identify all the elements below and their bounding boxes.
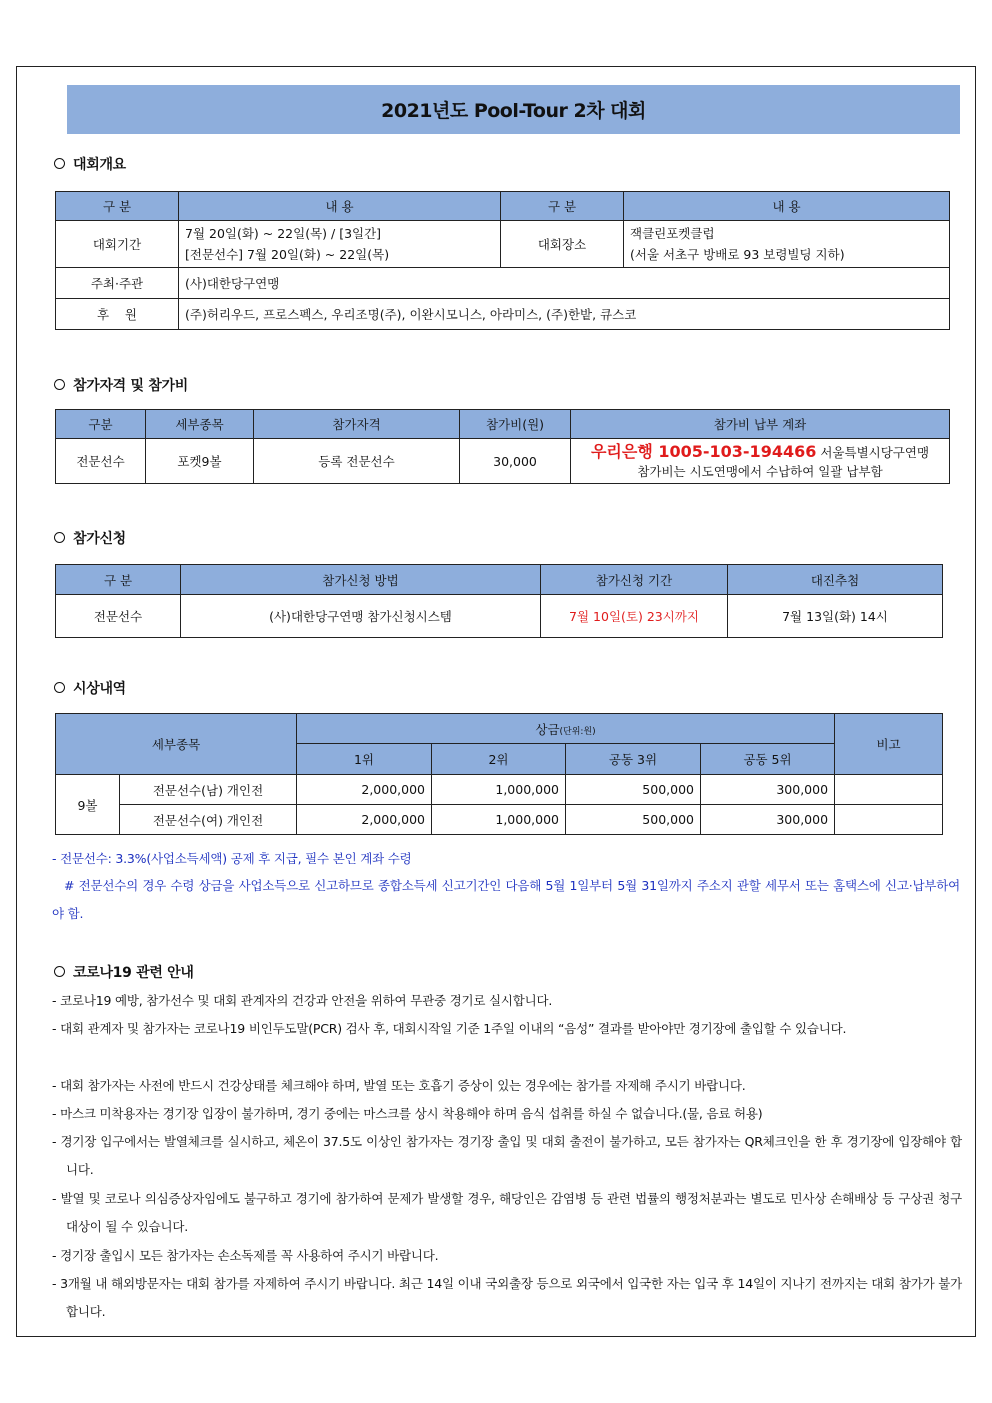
covid-notice-item: - 코로나19 예방, 참가선수 및 대회 관계자의 건강과 안전을 위하여 무관중 경기로 실시합니다. xyxy=(52,993,553,1008)
table-header: 참가자격 xyxy=(254,410,460,439)
table-header: 참가신청 방법 xyxy=(181,565,541,595)
prize-header xyxy=(297,714,835,744)
covid-notice-item: - 대회 관계자 및 참가자는 코로나19 비인두도말(PCR) 검사 후, 대회시작일 기준 1주일 이내의 “음성” 결과를 받아야만 경기장에 출입할 수 있습니다. xyxy=(52,1021,847,1036)
section-heading-text: 대회개요 xyxy=(73,157,126,173)
application-table xyxy=(55,564,943,638)
circle-bullet-icon xyxy=(54,682,65,693)
period-label: 대회기간 xyxy=(56,221,179,268)
prize-amount: 500,000 xyxy=(566,775,701,805)
document-title xyxy=(67,85,960,134)
table-header: 참가신청 기간 xyxy=(541,565,728,595)
prize-unit: (단위:원) xyxy=(559,726,596,737)
table-header: 참가비(원) xyxy=(460,410,571,439)
section-heading-covid xyxy=(54,962,194,982)
venue-value xyxy=(624,221,950,268)
payment-account xyxy=(571,439,950,484)
document-title-text: 2021년도 Pool-Tour 2차 대회 xyxy=(381,100,646,122)
section-heading-eligibility xyxy=(54,375,188,395)
rank-header: 공동 3위 xyxy=(566,744,701,775)
bank-account: 우리은행 1005-103-194466 xyxy=(590,441,817,461)
table-header: 세부종목 xyxy=(56,714,297,775)
venue-label: 대회장소 xyxy=(501,221,624,268)
circle-bullet-icon xyxy=(54,158,65,169)
table-header: 구 분 xyxy=(56,565,181,595)
overview-table xyxy=(55,191,950,330)
section-heading-overview xyxy=(54,154,126,174)
table-header: 내 용 xyxy=(624,192,950,221)
prize-amount: 2,000,000 xyxy=(297,805,432,835)
table-header: 구 분 xyxy=(56,192,179,221)
section-heading-text: 시상내역 xyxy=(73,681,126,697)
eligibility-table xyxy=(55,409,950,484)
prize-amount: 1,000,000 xyxy=(432,805,566,835)
prize-note-filing: # 전문선수의 경우 수령 상금을 사업소득으로 신고하므로 종합소득세 신고기간인 다음해 5월 1일부터 5월 31일까지 주소지 관할 세무서 또는 홈택스에 신고·납부하여야 함. xyxy=(52,878,960,921)
covid-notice-item: - 발열 및 코로나 의심증상자임에도 불구하고 경기에 참가하여 문제가 발생할 경우, 해당인은 감염병 등 관련 법률의 행정처분과는 별도로 민사상 손해배상 등 구상권 청구 대상이 될 수 있습니다. xyxy=(52,1191,962,1234)
table-row xyxy=(56,805,943,835)
prize-header-text: 상금 xyxy=(535,721,560,737)
prize-group: 9볼 xyxy=(56,775,120,835)
eligibility-fee: 30,000 xyxy=(460,439,571,484)
section-heading-prizes xyxy=(54,678,126,698)
covid-notice-item: - 대회 참가자는 사전에 반드시 건강상태를 체크해야 하며, 발열 또는 호흡기 증상이 있는 경우에는 참가를 자제해 주시기 바랍니다. xyxy=(52,1078,746,1093)
prize-amount: 2,000,000 xyxy=(297,775,432,805)
prize-amount: 1,000,000 xyxy=(432,775,566,805)
covid-notice-item: - 3개월 내 해외방문자는 대회 참가를 자제하여 주시기 바랍니다. 최근 14일 이내 국외출장 등으로 외국에서 입국한 자는 입국 후 14일이 지나기 전까지는 대회 참가가 불가합니다. xyxy=(52,1276,962,1319)
prize-amount: 300,000 xyxy=(701,805,835,835)
period-line: [전문선수] 7월 20일(화) ~ 22일(목) xyxy=(185,247,390,262)
prize-amount: 300,000 xyxy=(701,775,835,805)
table-header: 참가비 납부 계좌 xyxy=(571,410,950,439)
eligibility-qualification: 등록 전문선수 xyxy=(254,439,460,484)
circle-bullet-icon xyxy=(54,532,65,543)
application-category: 전문선수 xyxy=(56,595,181,638)
rank-header: 공동 5위 xyxy=(701,744,835,775)
rank-header: 1위 xyxy=(297,744,432,775)
covid-notice-item: - 경기장 입구에서는 발열체크를 실시하고, 체온이 37.5도 이상인 참가자는 경기장 출입 및 대회 출전이 불가하고, 모든 참가자는 QR체크인을 한 후 경기장에 입장해야 합니다. xyxy=(52,1134,962,1177)
table-header: 세부종목 xyxy=(146,410,254,439)
prize-table xyxy=(55,713,943,835)
table-header: 구 분 xyxy=(501,192,624,221)
prize-note-tax: - 전문선수: 3.3%(사업소득세액) 공제 후 지급, 필수 본인 계좌 수령 xyxy=(52,851,412,866)
venue-line: (서울 서초구 방배로 93 보령빌딩 지하) xyxy=(630,247,845,262)
table-header: 대진추첨 xyxy=(728,565,943,595)
draw-date: 7월 13일(화) 14시 xyxy=(728,595,943,638)
table-row xyxy=(56,775,943,805)
period-line: 7월 20일(화) ~ 22일(목) / [3일간] xyxy=(185,226,382,241)
section-heading-text: 참가자격 및 참가비 xyxy=(73,378,188,394)
application-deadline: 7월 10일(토) 23시까지 xyxy=(541,595,728,638)
host-label: 주최·주관 xyxy=(56,268,179,299)
table-header: 내 용 xyxy=(179,192,501,221)
prize-remark xyxy=(835,775,943,805)
account-holder: 서울특별시당구연맹 xyxy=(820,444,930,460)
circle-bullet-icon xyxy=(54,379,65,390)
host-value: (사)대한당구연맹 xyxy=(179,268,950,299)
prize-amount: 500,000 xyxy=(566,805,701,835)
section-heading-text: 코로나19 관련 안내 xyxy=(73,965,194,981)
table-header: 구분 xyxy=(56,410,146,439)
sponsor-label: 후 원 xyxy=(56,299,179,330)
circle-bullet-icon xyxy=(54,966,65,977)
prize-row-name: 전문선수(남) 개인전 xyxy=(120,775,297,805)
covid-notice-item: - 경기장 출입시 모든 참가자는 손소독제를 꼭 사용하여 주시기 바랍니다. xyxy=(52,1248,439,1263)
covid-notice-item: - 마스크 미착용자는 경기장 입장이 불가하며, 경기 중에는 마스크를 상시 착용해야 하며 음식 섭취를 하실 수 없습니다.(물, 음료 허용) xyxy=(52,1106,763,1121)
section-heading-application xyxy=(54,528,126,548)
prize-row-name: 전문선수(여) 개인전 xyxy=(120,805,297,835)
prize-remark xyxy=(835,805,943,835)
eligibility-category: 전문선수 xyxy=(56,439,146,484)
payment-note: 참가비는 시도연맹에서 수납하여 일괄 납부함 xyxy=(637,463,883,479)
section-heading-text: 참가신청 xyxy=(73,531,126,547)
rank-header: 2위 xyxy=(432,744,566,775)
table-header: 비고 xyxy=(835,714,943,775)
eligibility-event: 포켓9볼 xyxy=(146,439,254,484)
application-method: (사)대한당구연맹 참가신청시스템 xyxy=(181,595,541,638)
period-value xyxy=(179,221,501,268)
sponsor-value: (주)허리우드, 프로스펙스, 우리조명(주), 이완시모니스, 아라미스, (주)한밭, 큐스코 xyxy=(179,299,950,330)
venue-line: 잭클린포켓클럽 xyxy=(630,226,715,241)
